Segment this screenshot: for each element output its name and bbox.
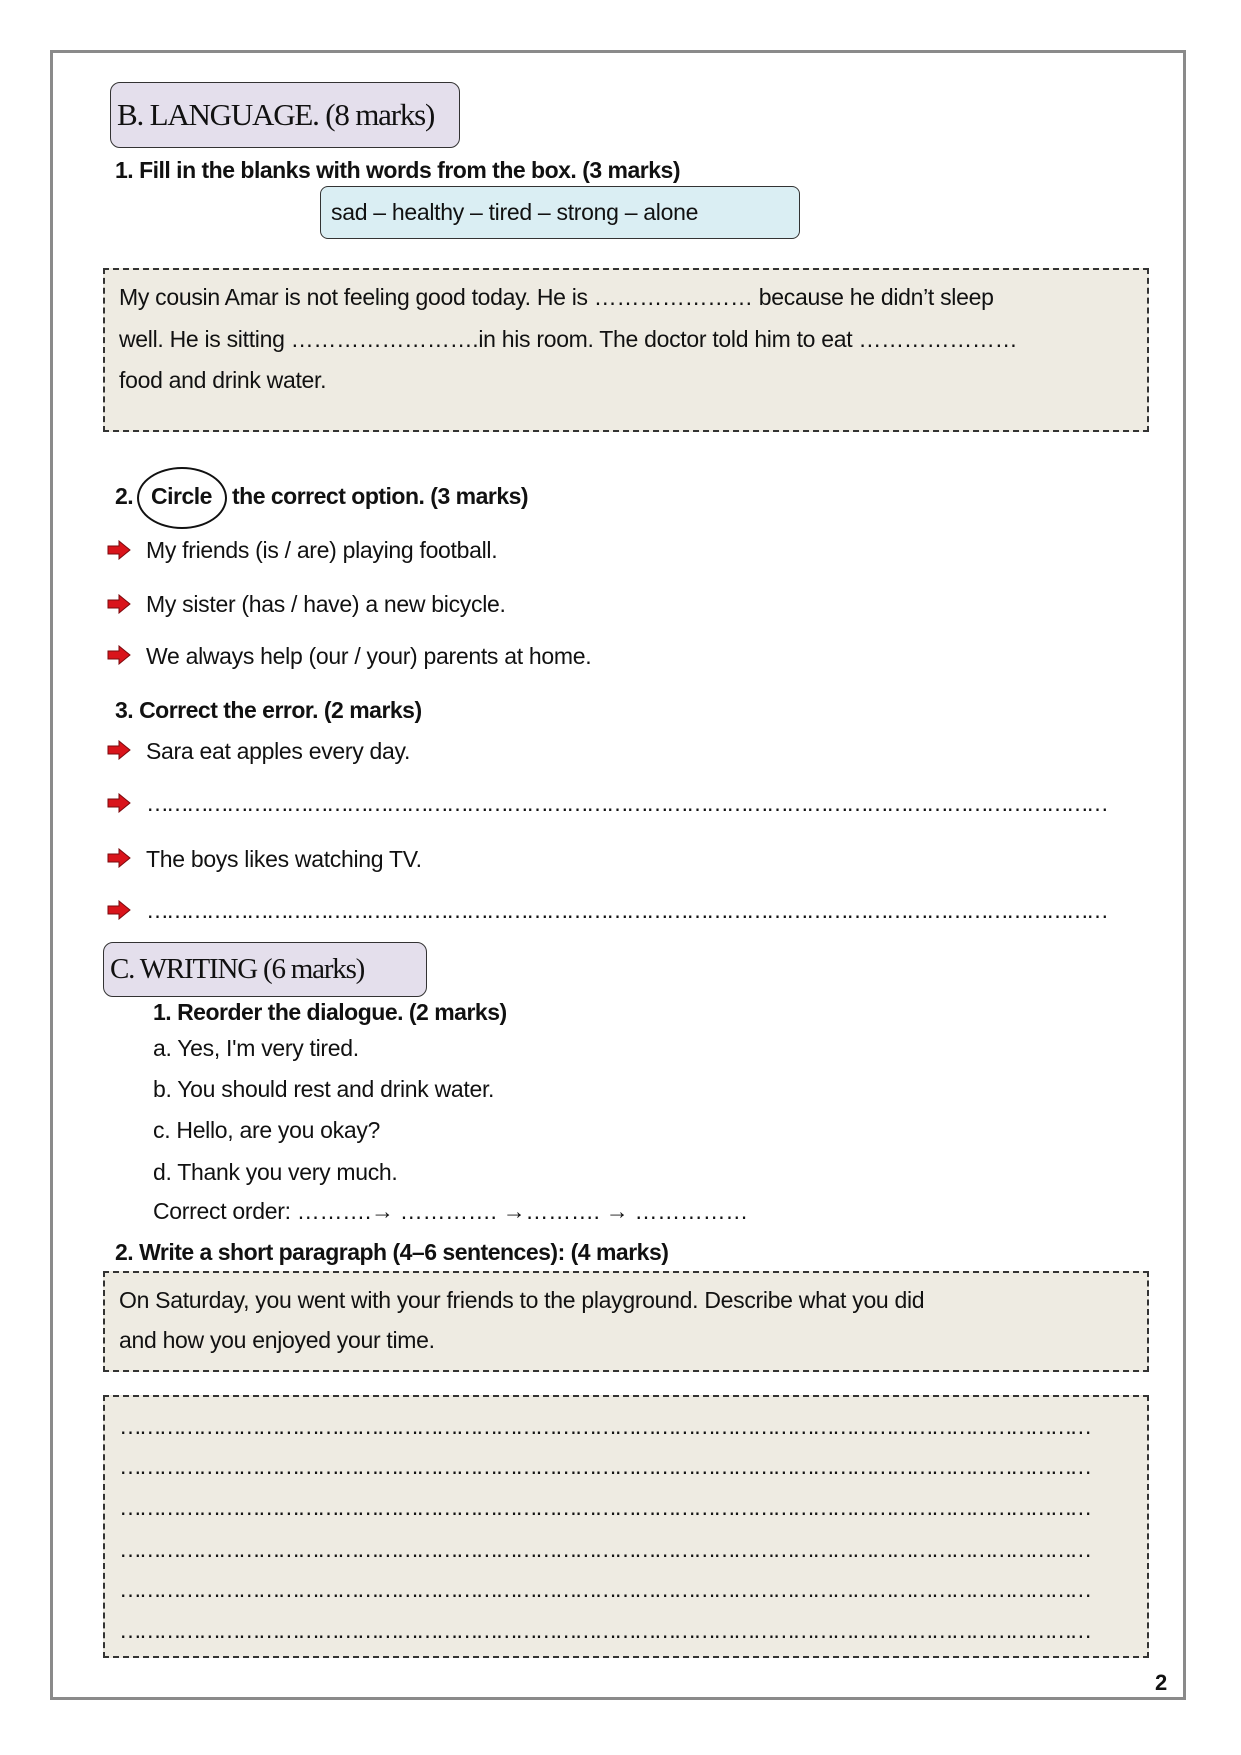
answer-box[interactable]: [103, 1395, 1149, 1658]
word-box: [320, 186, 800, 239]
q1-title: 1. Fill in the blanks with words from the box. (3 marks): [115, 157, 680, 183]
prompt-line: On Saturday, you went with your friends to the playground. Describe what you did: [119, 1287, 925, 1313]
section-c-heading: [103, 942, 427, 997]
red-arrow-bullet-icon: [107, 900, 131, 920]
dialogue-line: c. Hello, are you okay?: [153, 1117, 381, 1143]
prompt-line: and how you enjoyed your time.: [119, 1327, 435, 1353]
answer-line[interactable]: …………………………………………………………………………………………………………………………………: [119, 1536, 1090, 1562]
section-c-title: C. WRITING (6 marks): [110, 953, 365, 985]
page-number: 2: [1155, 1670, 1168, 1695]
answer-line[interactable]: …………………………………………………………………………………………………………………………………: [119, 1413, 1090, 1439]
passage-line: well. He is sitting …………………….in his room. The doctor told him to eat …………………: [119, 326, 1018, 352]
q3-answer-line[interactable]: ………………………………………………………………………………………………………………………………: [146, 790, 1106, 816]
passage-line: My cousin Amar is not feeling good today. He is ………………… because he didn’t sleep: [119, 284, 994, 310]
q3-item: Sara eat apples every day.: [146, 738, 411, 764]
section-b-title: B. LANGUAGE. (8 marks): [117, 97, 435, 132]
red-arrow-bullet-icon: [107, 645, 131, 665]
red-arrow-bullet-icon: [107, 793, 131, 813]
answer-line[interactable]: …………………………………………………………………………………………………………………………………: [119, 1576, 1090, 1602]
q3-title: 3. Correct the error. (2 marks): [115, 697, 422, 723]
red-arrow-bullet-icon: [107, 540, 131, 560]
q3-item: The boys likes watching TV.: [146, 846, 422, 872]
dialogue-line: d. Thank you very much.: [153, 1159, 398, 1185]
q2-item: My friends (is / are) playing football.: [146, 537, 498, 563]
dialogue-line: a. Yes, I'm very tired.: [153, 1035, 359, 1061]
prompt-box: [103, 1271, 1149, 1372]
red-arrow-bullet-icon: [107, 740, 131, 760]
answer-line[interactable]: …………………………………………………………………………………………………………………………………: [119, 1494, 1090, 1520]
answer-line[interactable]: …………………………………………………………………………………………………………………………………: [119, 1453, 1090, 1479]
q2-title: the correct option. (3 marks): [232, 483, 529, 509]
q2-circle-word: Circle: [151, 483, 212, 509]
q3-answer-line[interactable]: ………………………………………………………………………………………………………………………………: [146, 897, 1106, 923]
c1-title: 1. Reorder the dialogue. (2 marks): [153, 999, 507, 1025]
passage-line: food and drink water.: [119, 367, 327, 393]
section-b-heading: [110, 82, 460, 148]
red-arrow-bullet-icon: [107, 594, 131, 614]
passage-box: [103, 268, 1149, 432]
word-box-text: sad – healthy – tired – strong – alone: [331, 199, 699, 225]
correct-order-line[interactable]: Correct order: ……….→ …………. →………. → ……………: [153, 1198, 748, 1224]
red-arrow-bullet-icon: [107, 848, 131, 868]
c2-title: 2. Write a short paragraph (4–6 sentences): (4 marks): [115, 1239, 669, 1265]
q2-number: 2.: [115, 483, 134, 509]
dialogue-line: b. You should rest and drink water.: [153, 1076, 495, 1102]
answer-line[interactable]: …………………………………………………………………………………………………………………………………: [119, 1617, 1090, 1643]
q2-item: My sister (has / have) a new bicycle.: [146, 591, 506, 617]
q2-item: We always help (our / your) parents at home.: [146, 643, 592, 669]
